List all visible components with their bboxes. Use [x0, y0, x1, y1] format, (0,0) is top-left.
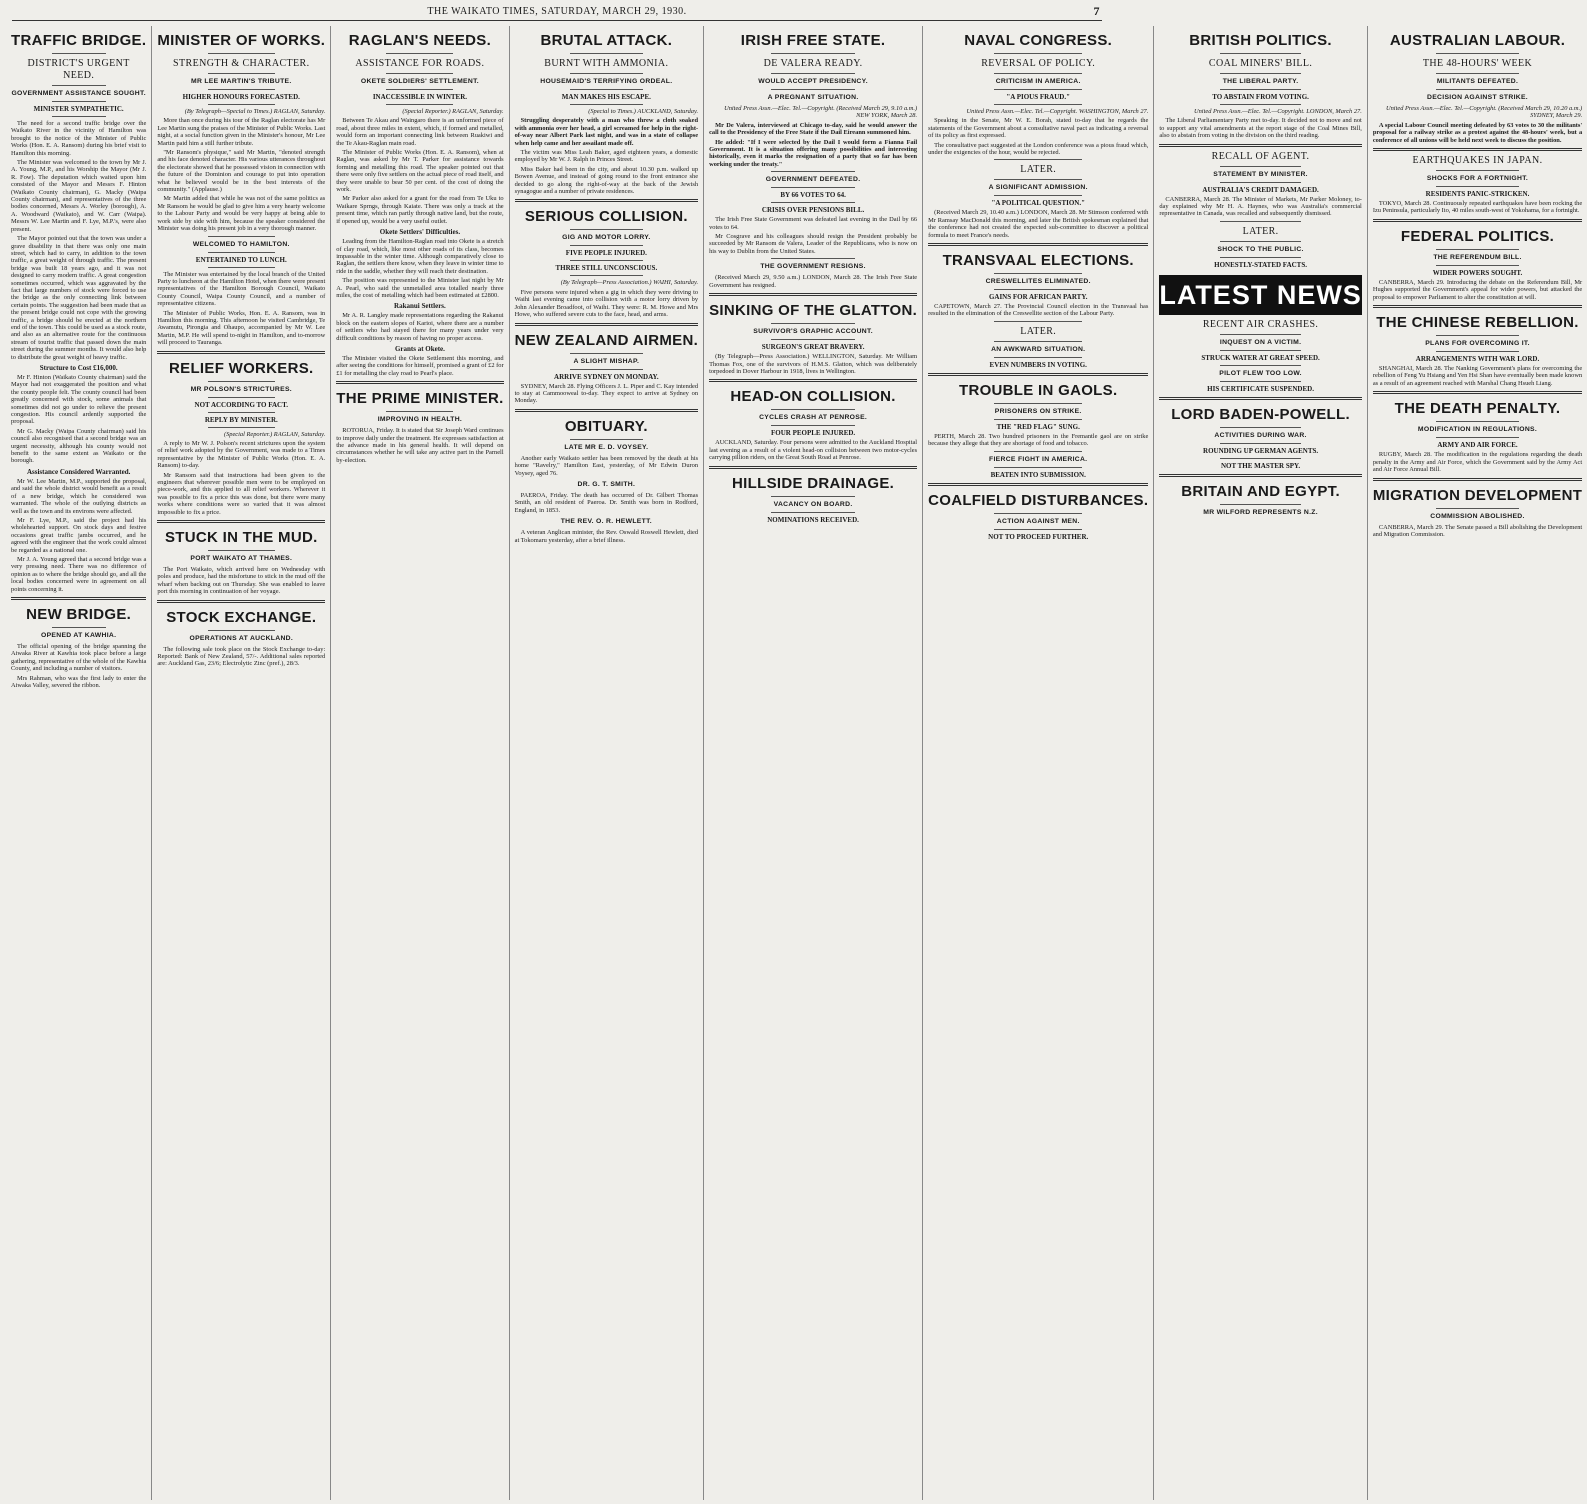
headline: MIGRATION DEVELOPMENT [1372, 486, 1583, 504]
subheading: ARRANGEMENTS WITH WAR LORD. [1415, 355, 1540, 364]
paragraph: The Irish Free State Government was defeated last evening in the Dail by 66 votes to 64. [709, 216, 918, 231]
subheading: HONESTLY-STATED FACTS. [1214, 260, 1307, 269]
subheading: HIS CERTIFICATE SUSPENDED. [1207, 384, 1314, 393]
column-4 [510, 26, 704, 1500]
paragraph: The Minister of Public Works, Hon. E. A. Ransom, was in Hamilton this morning. This afternoon he visited Cambridge, Te Awamutu, Pirongia and Ohaupo, accompanied by Mr W. Lee Martin, M.P. He will spend to-night in Hamilton, and to-morrow will proceed to Tauranga. [157, 309, 326, 347]
subheading: BURNT WITH AMMONIA. [544, 58, 669, 69]
subheading: THE "RED FLAG" SUNG. [996, 422, 1080, 431]
paragraph: Speaking in the Senate, Mr W. E. Borah, stated to-day that he regards the statements of the Government about a consultative naval pact as indicating a reversal of its policy as first expressed. [928, 117, 1149, 140]
paragraph: The Minister of Public Works (Hon. E. A. Ransom), when at Raglan, was asked by Mr T. Parker for assistance towards forming and metalling this road. The speaker pointed out that there were only five settlers on the actual piece of road itself, and they were unable to bear 50 per cent. of the cost of doing the work. [336, 149, 504, 194]
section-heading: DR. G. T. SMITH. [577, 480, 636, 488]
subheading: "A POLITICAL QUESTION." [991, 199, 1085, 208]
subheading: LATER. [1020, 325, 1057, 337]
subheading: LATER. [1020, 164, 1057, 176]
paragraph: Between Te Akau and Waingaro there is an unformed piece of road, about three miles in extent, which, if formed and metalled, would form an important connecting link between Ruakiwi and the Te Akau-Raglan main road. [336, 117, 504, 147]
subheading: FOUR PEOPLE INJURED. [770, 429, 856, 438]
subheading: "A PIOUS FRAUD." [1006, 93, 1070, 101]
paragraph: Mr Martin added that while he was not of the same politics as Mr Ransom he would be glad to give him a very hearty welcome to the Labour Party and would be very happy at being able to work side by side with him, because the speaker considered the Minister was doing his present job in a very thorough manner. [157, 195, 326, 233]
headline: OBITUARY. [564, 417, 648, 435]
headline: RELIEF WORKERS. [169, 359, 314, 377]
paragraph: Mr F. Lye, M.P., said the project had his wholehearted support. On stock days and festive occasions great traffic jambs occurred, and he agreed with the engineer that the work could almost be regarded as a national one. [11, 516, 147, 554]
subheading: INACCESSIBLE IN WINTER. [372, 93, 468, 101]
section-heading: VACANCY ON BOARD. [773, 500, 853, 508]
subheading: LATER. [1242, 225, 1279, 237]
headline: HILLSIDE DRAINAGE. [732, 474, 895, 492]
masthead-title: THE WAIKATO TIMES, SATURDAY, MARCH 29, 1930. [427, 6, 687, 17]
headline: NAVAL CONGRESS. [964, 32, 1113, 49]
section-heading: GIG AND MOTOR LORRY. [562, 234, 651, 242]
subheading: TO ABSTAIN FROM VOTING. [1212, 93, 1309, 101]
headline: COALFIELD DISTURBANCES. [928, 491, 1149, 509]
paragraph: More than once during his tour of the Raglan electorate has Mr Lee Martin sung the praises of the Minister of Public Works. Last night, at a social function given in the Minister's honour, Mr Lee Martin paid him a still further tribute. [157, 117, 326, 147]
subheading: STRENGTH & CHARACTER. [173, 58, 310, 69]
paragraph: (Received March 29, 10.40 a.m.) LONDON, March 28. Mr Stimson conferred with Mr Ramsay MacDonald this morning, and later the British spokesman explained that the conference had not created the expected sub-committee to discover a political formula to meet France's needs. [928, 209, 1149, 239]
subheading: ASSISTANCE FOR ROADS. [355, 58, 485, 69]
headline: BRUTAL ATTACK. [540, 32, 673, 49]
section-heading: STATEMENT BY MINISTER. [1213, 170, 1308, 178]
paragraph: The Port Waikato, which arrived here on Wednesday with poles and produce, had the misfortune to stick in the mud off the wharf when backing out on Thursday. She was enabled to leave port this morning in continuation of her voyage. [157, 566, 326, 596]
section-heading: PRISONERS ON STRIKE. [994, 407, 1082, 415]
headline: HEAD-ON COLLISION. [730, 388, 896, 406]
paragraph: The following sale took place on the Stock Exchange to-day: Reported: Bank of New Zealand, 57/-. Additional sales reported are: Auckland Gas, 23/6; Electrolytic Zinc (pref.), 28/3. [157, 645, 326, 668]
section-heading: WELCOMED TO HAMILTON. [192, 240, 290, 248]
section-heading: MR POLSON'S STRICTURES. [190, 385, 292, 393]
dateline: United Press Assn.—Elec. Tel.—Copyright. (Received March 29, 9.10 a.m.) NEW YORK, March 28. [724, 105, 918, 120]
section-heading: CRESWELLITES ELIMINATED. [985, 278, 1091, 286]
headline: STUCK IN THE MUD. [164, 529, 318, 547]
subheading: STRUCK WATER AT GREAT SPEED. [1201, 353, 1320, 362]
section-heading: Okete Settlers' Difficulties. [379, 228, 461, 237]
headline: BRITISH POLITICS. [1189, 32, 1332, 49]
section-heading: ACTIVITIES DURING WAR. [1214, 431, 1307, 439]
headline: NEW BRIDGE. [26, 605, 132, 623]
section-heading: AN AWKWARD SITUATION. [991, 345, 1086, 353]
section-heading: COMMISSION ABOLISHED. [1430, 512, 1525, 520]
subheading: EARTHQUAKES IN JAPAN. [1412, 155, 1543, 167]
paragraph: Mr A. R. Langley made representations regarding the Rakanui block on the eastern slopes of Karioi, where there are a number of settlers who had stayed there for many years under very difficult conditions by reason of having no proper access. [336, 312, 504, 342]
subheading: ARMY AND AIR FORCE. [1437, 441, 1518, 450]
section-heading: CYCLES CRASH AT PENROSE. [759, 414, 868, 422]
column-2 [152, 26, 331, 1500]
subheading: RECENT AIR CRASHES. [1202, 318, 1319, 330]
lead-paragraph: A special Labour Council meeting defeated by 63 votes to 30 the militants' proposal for a railway strike as a protest against the 48-hours' week, but a conference of all unions will be held next week to discuss the position. [1372, 121, 1583, 144]
headline: THE CHINESE REBELLION. [1376, 314, 1579, 332]
subheading: THREE STILL UNCONSCIOUS. [555, 264, 658, 273]
subheading: EVEN NUMBERS IN VOTING. [989, 360, 1087, 369]
column-7 [1154, 26, 1368, 1500]
headline: MINISTER OF WORKS. [157, 32, 326, 49]
paragraph: AUCKLAND, Saturday. Four persons were admitted to the Auckland Hospital last evening as a result of a violent head-on collision between two motor-cycles carrying pillion riders, on the Great South Road at Penrose. [709, 439, 918, 462]
paragraph: CANBERRA, March 29. Introducing the debate on the Referendum Bill, Mr Hughes supported the Government's appeal for wider powers, but attacked the proposal to empower Parliament to alter the constitution at will. [1372, 278, 1583, 301]
subheading: REVERSAL OF POLICY. [981, 58, 1096, 69]
headline: IRISH FREE STATE. [740, 32, 886, 49]
headline: NEW ZEALAND AIRMEN. [514, 331, 699, 349]
paragraph: ROTORUA, Friday. It is stated that Sir Joseph Ward continues to improve daily under the treatment. He expresses satisfaction at the advance made in his general health. It will depend on circumstances whether he will take any active part in the Parnell by-election. [336, 427, 504, 464]
headline: TRANSVAAL ELECTIONS. [942, 252, 1134, 270]
section-heading: MODIFICATION IN REGULATIONS. [1417, 426, 1538, 434]
section-heading: Structure to Cost £16,000. [39, 364, 118, 372]
section-heading: Grants at Okete. [394, 344, 445, 353]
headline: RAGLAN'S NEEDS. [348, 32, 492, 49]
subheading: BEATEN INTO SUBMISSION. [990, 470, 1086, 479]
section-heading: OKETE SOLDIERS' SETTLEMENT. [360, 78, 479, 85]
section-heading: ACTION AGAINST MEN. [996, 517, 1080, 525]
subheading: ARRIVE SYDNEY ON MONDAY. [554, 372, 659, 381]
paragraph: Mr J. A. Young agreed that a second bridge was a very pressing need. There was no difference of opinion as to where the bridge should go, and all the local bodies concerned were in agreement on all points concerning it. [11, 555, 147, 593]
subheading: NOT TO PROCEED FURTHER. [988, 532, 1089, 541]
subheading: ROUNDING UP GERMAN AGENTS. [1203, 446, 1319, 455]
paragraph: Mr Ransom said that instructions had been given to the engineers that wherever possible men were to be employed on piece-work, and this applied to all relief workers. Wherever it was possible to fix a price this was done, but there were many works where conditions were so varied that it was almost impossible to fix a price. [157, 471, 326, 516]
section-heading: HOUSEMAID'S TERRIFYING ORDEAL. [540, 78, 673, 85]
paragraph: CAPETOWN, March 27. The Provincial Council election in the Transvaal has resulted in the elimination of the Creswellite section of the Labour Party. [928, 303, 1149, 318]
column-1 [6, 26, 152, 1500]
paragraph: Mrs Rahman, who was the first lady to enter the Aiwaka Valley, severed the ribbon. [11, 674, 147, 689]
headline: STOCK EXCHANGE. [166, 608, 317, 626]
subheading: DE VALERA READY. [763, 58, 863, 69]
dateline: (By Telegraph—Special to Times.) RAGLAN, Saturday. [184, 108, 326, 115]
section-heading: MR WILFORD REPRESENTS N.Z. [1203, 508, 1318, 516]
paragraph: SYDNEY, March 28. Flying Officers J. L. Piper and C. Kay intended to stay at Cammooweal to-day. They expect to arrive at Sydney on Monday. [514, 382, 699, 405]
section-heading: GOVERNMENT ASSISTANCE SOUGHT. [11, 90, 146, 97]
dateline: (Special Reporter.) RAGLAN, Saturday. [402, 108, 504, 115]
paragraph: RUGBY, March 28. The modification in the regulations regarding the death penalty in the Army and Air Force, which the Government said by the Army Act and Air Force Annual Bill. [1372, 451, 1583, 474]
column-6 [923, 26, 1154, 1500]
paragraph: Miss Baker had been in the city, and about 10.30 p.m. walked up Bowen Avenue, and instead of going round to the front entrance she decided to go along the right-of-way at the back of the Jewish synagogue and a number of private residences. [514, 165, 699, 196]
paragraph: The official opening of the bridge spanning the Aiwaka River at Kawhia took place before a large gathering, representative of the whole of the Kawhia County, and including a number of visitors. [11, 642, 147, 673]
dateline: (Special Reporter.) RAGLAN, Saturday. [223, 430, 326, 438]
headline: AUSTRALIAN LABOUR. [1389, 32, 1566, 49]
headline: TRAFFIC BRIDGE. [11, 32, 147, 49]
subheading: FIVE PEOPLE INJURED. [565, 249, 647, 258]
paragraph: The need for a second traffic bridge over the Waikato River in the vicinity of Hamilton was brought to the notice of the Minister of Public Works (Hon. E. A. Ransom) during his brief visit to Hamilton this morning. [11, 120, 147, 157]
subheading: NOT THE MASTER SPY. [1220, 461, 1301, 470]
section-heading: INQUEST ON A VICTIM. [1219, 338, 1302, 346]
section-heading: THE LIBERAL PARTY. [1222, 78, 1299, 85]
dateline: United Press Assn.—Elec. Tel.—Copyright. (Received March 29, 10.20 a.m.) SYDNEY, March 29. [1386, 105, 1583, 120]
paragraph: Mr W. Lee Martin, M.P., supported the proposal, and said the whole district would benefit as a result of a new bridge, which he considered was warranted. The whole of the outlying districts as well as the town and its environs were affected. [11, 477, 147, 515]
section-heading: PLANS FOR OVERCOMING IT. [1425, 340, 1530, 348]
subheading: DISTRICT'S URGENT NEED. [27, 58, 130, 81]
subheading: HIGHER HONOURS FORECASTED. [182, 93, 300, 101]
paragraph: Leading from the Hamilton-Raglan road into Okete is a stretch of clay road, which, like most other roads of its class, becomes impassable in the winter time. Although comparatively close to Raglan, the settlers there know, when they leave in winter time to ride in the saddle, whether they will reach their destination. [336, 238, 504, 275]
headline: THE PRIME MINISTER. [336, 390, 504, 408]
section-heading: IMPROVING IN HEALTH. [377, 416, 463, 424]
section-heading: LATE MR E. D. VOYSEY. [564, 443, 649, 451]
paragraph: Mr F. Hinton (Waikato County chairman) said the Mayor had not exaggerated the position and what the county people felt. The county council had been greatly concerned with stock, some animals that sometimes did not go under to relieve the present congestion. His council ardently supported the proposal. [11, 374, 147, 426]
subheading: ENTERTAINED TO LUNCH. [195, 255, 287, 264]
dateline: United Press Assn.—Elec. Tel.—Copyright. LONDON, March 27. [1194, 108, 1362, 115]
subheading: MAN MAKES HIS ESCAPE. [561, 93, 651, 101]
section-heading: THE REV. O. R. HEWLETT. [560, 518, 652, 526]
section-heading: SHOCKS FOR A FORTNIGHT. [1426, 175, 1529, 183]
subheading: CRISIS OVER PENSIONS BILL. [761, 206, 865, 215]
paragraph: The consultative pact suggested at the London conference was a pious fraud which, under the exigencies of the hour, would be rejected. [928, 141, 1149, 157]
section-heading: MILITANTS DEFEATED. [1436, 78, 1519, 85]
subheading: GAINS FOR AFRICAN PARTY. [988, 293, 1088, 302]
section-heading: A SLIGHT MISHAP. [573, 357, 640, 365]
subheading: NOMINATIONS RECEIVED. [767, 515, 859, 524]
paragraph: Mr Cosgrave and his colleagues should resign the President probably be succeeded by Mr Ransom de Valera, Leader of the Republicans, who is now on his way to Dublin from the United States. [709, 233, 918, 255]
paragraph: The Minister was welcomed to the town by Mr J. A. Young, M.P., and his Worship the Mayor (Mr J. R. Fow). The deputation which waited upon him consisted of the Mayor and Messrs F. Hinton (Waikato County chairman), G. Macky (Waipa County chairman), and representatives of the three bodies concerned, Messrs A. Worley (borough), A. A. Woodward (Waikato), and W. Carr (Waipa). Messrs W. Lee Martin and F. Lye, M.P.'s, were also present. [11, 159, 147, 233]
paragraph: The victim was Miss Leah Baker, aged eighteen years, a domestic employed by Mr W. J. Ralph in Princes Street. [514, 149, 699, 164]
dateline: (By Telegraph—Press Association.) WAIHI, Saturday. [560, 279, 699, 287]
subheading: RESIDENTS PANIC-STRICKEN. [1425, 190, 1530, 199]
dateline: (Special to Times.) AUCKLAND, Saturday. [588, 108, 699, 115]
column-3 [331, 26, 509, 1500]
subheading: AUSTRALIA'S CREDIT DAMAGED. [1202, 185, 1319, 194]
page-number: 7 [1093, 4, 1100, 18]
subheading: NOT ACCORDING TO FACT. [194, 400, 289, 409]
section-heading: GOVERNMENT DEFEATED. [765, 176, 861, 184]
paragraph: "Mr Ransom's physique," said Mr Martin, "denoted strength and his face denoted character. His various utterances throughout the electorate showed that he possessed vision in connection with the future of the Dominion and courage to put into operation what he believed would be in the best interests of the community." (Applause.) [157, 149, 326, 194]
subheading: THE 48-HOURS' WEEK [1422, 58, 1533, 69]
headline: FEDERAL POLITICS. [1400, 227, 1555, 245]
paragraph: Another early Waikato settler has been removed by the death at his home "Ravelry," Hamilton East, yesterday, of Mr Edwin Duron Voysey, aged 76. [514, 454, 699, 477]
subheading: WIDER POWERS SOUGHT. [1432, 268, 1523, 277]
paragraph: The Minister was entertained by the local branch of the United Party to luncheon at the Hamilton Hotel, when there were present representatives of the Hamilton Borough Council, Waikato County Council, Waipa County Council, and a number of representative citizens. [157, 270, 326, 308]
section-heading: SHOCK TO THE PUBLIC. [1217, 245, 1304, 253]
subheading: MINISTER SYMPATHETIC. [33, 105, 124, 113]
paragraph: The Mayor pointed out that the town was under a grave disability in that there was only one main street, which had to carry, in addition to the town traffic, a great weight of through traffic. The present bridge was built 18 years ago, and it was not designed to carry modern traffic. A great congestion sometimes occurred, which was aggravated by the fact that large numbers of stock were forced to use the bridge as the only connecting link between certain points. The suggestion had been made that as the present bridge could not cope with the growing traffic, a bridge should be erected at the northern end of the town. This could be used as a stock route, and also as an alternative route for the continuous stream of tourist traffic that passed down the main street during the summer months. It would also help to distribute the great weight of heavy traffic. [11, 235, 147, 361]
headline: SERIOUS COLLISION. [524, 208, 688, 226]
columns [6, 26, 1583, 1500]
dateline: United Press Assn.—Elec. Tel.—Copyright. WASHINGTON, March 27. [966, 108, 1149, 115]
subheading: REPLY BY MINISTER. [204, 415, 278, 424]
section-heading: Rakanui Settlers. [394, 302, 446, 311]
section-heading: PILOT FLEW TOO LOW. [1219, 369, 1302, 377]
column-8 [1368, 26, 1587, 1500]
paragraph: Five persons were injured when a gig in which they were driving to Waihi last evening came into collision with a motor lorry driven by John Alexander Broadfoot, of Waihi. They were: R. M. Howe and Mrs Howe, who suffered severe cuts to the face, head, and arms. [514, 288, 699, 319]
paragraph: The position was represented to the Minister last night by Mr A. Pearl, who said the unmetalled area totalled nearly three miles, the cost of metalling which had been estimated at £2800. [336, 277, 504, 299]
paragraph: PERTH, March 28. Two hundred prisoners in the Fremantle gaol are on strike because they allege that they are shortage of food and tobacco. [928, 432, 1149, 448]
paragraph: (By Telegraph—Press Association.) WELLINGTON, Saturday. Mr William Thomas Fox, one of the survivors of H.M.S. Glatton, which was deliberately torpedoed in Dover Harbour in 1918, lives in Wellington. [709, 353, 918, 375]
section-heading: DECISION AGAINST STRIKE. [1427, 94, 1528, 101]
paragraph: SHANGHAI, March 28. The Nanking Government's plans for overcoming the rebellion of Feng Yu Hsiang and Yen Hsi Shan have eventually been made known as a result of an agreement reached with Marshal Chang Hsueh Liang. [1372, 365, 1583, 387]
headline: SINKING OF THE GLATTON. [709, 302, 918, 320]
section-heading: Assistance Considered Warranted. [26, 467, 131, 476]
lead-paragraph: Struggling desperately with a man who threw a cloth soaked with ammonia over her head, a girl screamed for help in the right-of-way near Albert Park last night, and was in a state of collapse when help came and her assailant made off. [514, 117, 699, 147]
lead-paragraph: Mr De Valera, interviewed at Chicago to-day, said he would answer the call to the Presidency of the Free State if the Dail Eireann summoned him. [709, 121, 918, 137]
latest-news-banner: LATEST NEWS [1159, 275, 1362, 315]
paragraph: TOKYO, March 28. Continuously repeated earthquakes have been rocking the Izu Peninsula, particularly Ito, 40 miles south-west of Yokohama, for a fortnight. [1372, 200, 1583, 215]
section-heading: OPENED AT KAWHIA. [40, 631, 117, 639]
subheading: COAL MINERS' BILL. [1208, 58, 1313, 69]
paragraph: A veteran Anglican minister, the Rev. Oswald Roswell Hewlett, died at Tokomaru yesterday, after a brief illness. [514, 529, 699, 544]
section-heading: A SIGNIFICANT ADMISSION. [988, 184, 1088, 192]
paragraph: Mr Parker also asked for a grant for the road from Te Uku to Waikare Sprngs, through Kaiate. There was only a track at the present time, which ran partly through native land, but the route, if opened up, would be a very useful outlet. [336, 195, 504, 225]
subheading: BY 66 VOTES TO 64. [780, 191, 846, 200]
section-heading: PORT WAIKATO AT THAMES. [190, 555, 293, 563]
headline: TROUBLE IN GAOLS. [958, 381, 1118, 399]
paragraph: Mr G. Macky (Waipa County chairman) said his council also recognised that a second bridge was an urgent necessity, although his county would not benefit to the same extent as Waikato or the borough. [11, 427, 147, 465]
masthead [12, 4, 1102, 21]
section-heading: OPERATIONS AT AUCKLAND. [189, 634, 294, 642]
section-heading: THE GOVERNMENT RESIGNS. [760, 263, 866, 271]
headline: LORD BADEN-POWELL. [1171, 405, 1350, 423]
paragraph: He added: "If I were selected by the Dail I would form a Fianna Fail Government. It is a situation offering many possibilities and interesting historically, even it marks the resignation of a party that so far has been working under the treaty." [709, 138, 918, 168]
column-5 [704, 26, 923, 1500]
subheading: SURGEON'S GREAT BRAVERY. [761, 343, 865, 352]
paragraph: A reply to Mr W. J. Polson's recent strictures upon the system of relief work adopted by the Government, was made to a Times representative by the Minister of Public Works (Hon. E. A. Ransom) to-day. [157, 439, 326, 470]
headline: BRITAIN AND EGYPT. [1181, 482, 1340, 500]
paragraph: The Minister visited the Okete Settlement this morning, and after seeing the conditions for himself, promised a grant of £2 for £1 for metalling the clay road to Pearl's place. [336, 354, 504, 377]
paragraph: PAEROA, Friday. The death has occurred of Dr. Gilbert Thomas Smith, an old resident of Paeroa. Dr. Smith was born in Rodford, England, in 1853. [514, 491, 699, 514]
section-heading: THE REFERENDUM BILL. [1433, 253, 1522, 261]
subheading: RECALL OF AGENT. [1211, 150, 1310, 162]
section-heading: SURVIVOR'S GRAPHIC ACCOUNT. [753, 328, 873, 336]
section-heading: MR LEE MARTIN'S TRIBUTE. [190, 78, 292, 85]
section-heading: A PREGNANT SITUATION. [767, 94, 859, 101]
paragraph: CANBERRA, March 29. The Senate passed a Bill abolishing the Development and Migration Commission. [1372, 523, 1583, 538]
section-heading: FIERCE FIGHT IN AMERICA. [989, 455, 1088, 463]
paragraph: CANBERRA, March 28. The Minister of Markets, Mr Parker Moloney, to-day explained why Mr H. A. Haynes, who was Australia's commercial representative in Canada, was recalled and subsequently dismissed. [1159, 195, 1362, 218]
paragraph: (Received March 29, 9.50 a.m.) LONDON, March 28. The Irish Free State Government has resigned. [709, 274, 918, 289]
section-heading: CRITICISM IN AMERICA. [995, 78, 1081, 85]
paragraph: The Liberal Parliamentary Party met to-day. It decided not to move and not to support any vital amendments at the report stage of the Coal Mines Bill, also to abstain from voting in the division on the third reading. [1159, 117, 1362, 140]
section-heading: WOULD ACCEPT PRESIDENCY. [758, 78, 868, 85]
headline: THE DEATH PENALTY. [1394, 400, 1561, 418]
